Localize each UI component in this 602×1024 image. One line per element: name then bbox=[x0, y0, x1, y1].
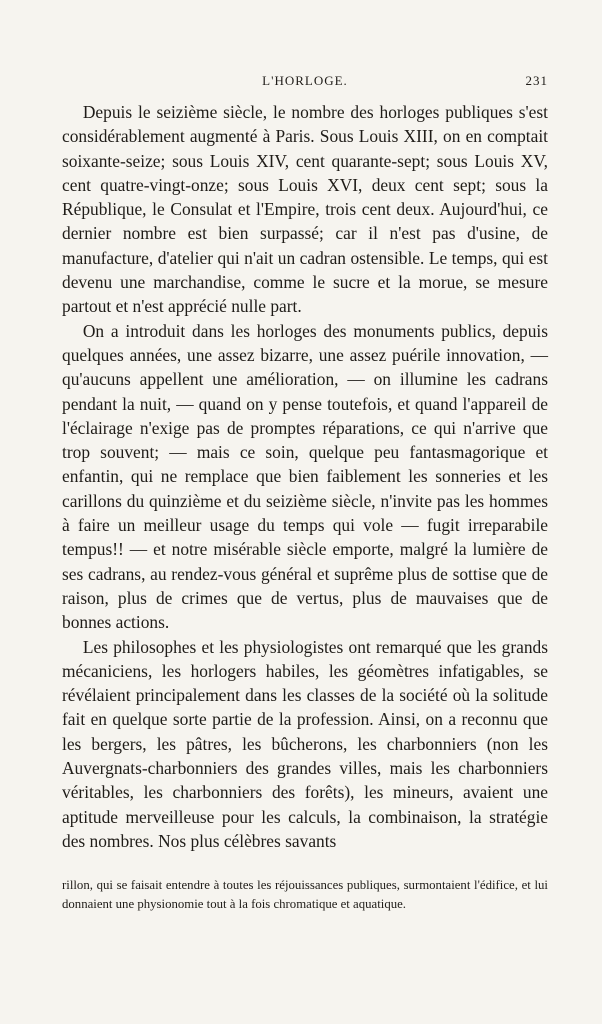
running-title: L'HORLOGE. bbox=[262, 73, 348, 88]
page-number: 231 bbox=[525, 73, 548, 88]
paragraph: Les philosophes et les physiologistes ont remarqué que les grands mécaniciens, les horlogers habiles, les géomètres infatigables, se révélaient principalement dans les classes de la société où la solitude fait en quelque sorte partie de la profession. Ainsi, on a reconnu que les bergers, les pâtres, les bûcherons, les charbonniers (non les Auvergnats-charbonniers des grandes villes, mais les charbonniers véritables, les charbonniers des forêts), les mineurs, avaient une aptitude merveilleuse pour les calculs, la combinaison, la stratégie des nombres. Nos plus célèbres savants bbox=[62, 636, 548, 851]
page-header bbox=[62, 73, 548, 91]
footnote bbox=[62, 876, 548, 914]
paragraph: Depuis le seizième siècle, le nombre des horloges publiques s'est considérablement augmenté à Paris. Sous Louis XIII, on en comptait soixante-seize; sous Louis XIV, cent quarante-sept; sous Louis XV, cent quatre-vingt-onze; sous Louis XVI, deux cent sept; sous la République, le Consulat et l'Empire, trois cent deux. Aujourd'hui, ce dernier nombre est bien surpassé; car il n'est pas d'usine, de manufacture, d'atelier qui n'ait un cadran ostensible. Le temps, qui est devenu une marchandise, comme le sucre et la morue, se mesure partout et n'est apprécié nulle part. bbox=[62, 102, 548, 317]
paragraph: On a introduit dans les horloges des monuments publics, depuis quelques années, une assez bizarre, une assez puérile innovation, — qu'aucuns appellent une amélioration, — on illumine les cadrans pendant la nuit, — quand on y pense toutefois, et quand l'appareil de l'éclairage n'exige pas de promptes réparations, ce qui n'arrive que trop souvent; — mais ce soin, quelque peu fantasmagorique et enfantin, qui ne remplace que bien faiblement les sonneries et les carillons du quinzième et du seizième siècle, n'invite pas les hommes à faire un meilleur usage du temps qui vole — fugit irreparabile tempus!! — et notre misérable siècle emporte, malgré la lumière de ses cadrans, au rendez-vous général et suprême plus de sottise que de raison, plus de crimes que de vertus, plus de mauvaises que de bonnes actions. bbox=[62, 320, 548, 633]
body-text bbox=[62, 100, 548, 853]
footnote-text: rillon, qui se faisait entendre à toutes les réjouissances publiques, surmontaient l'édifice, et lui donnaient une physionomie tout à la fois chromatique et aquatique. bbox=[62, 878, 548, 911]
